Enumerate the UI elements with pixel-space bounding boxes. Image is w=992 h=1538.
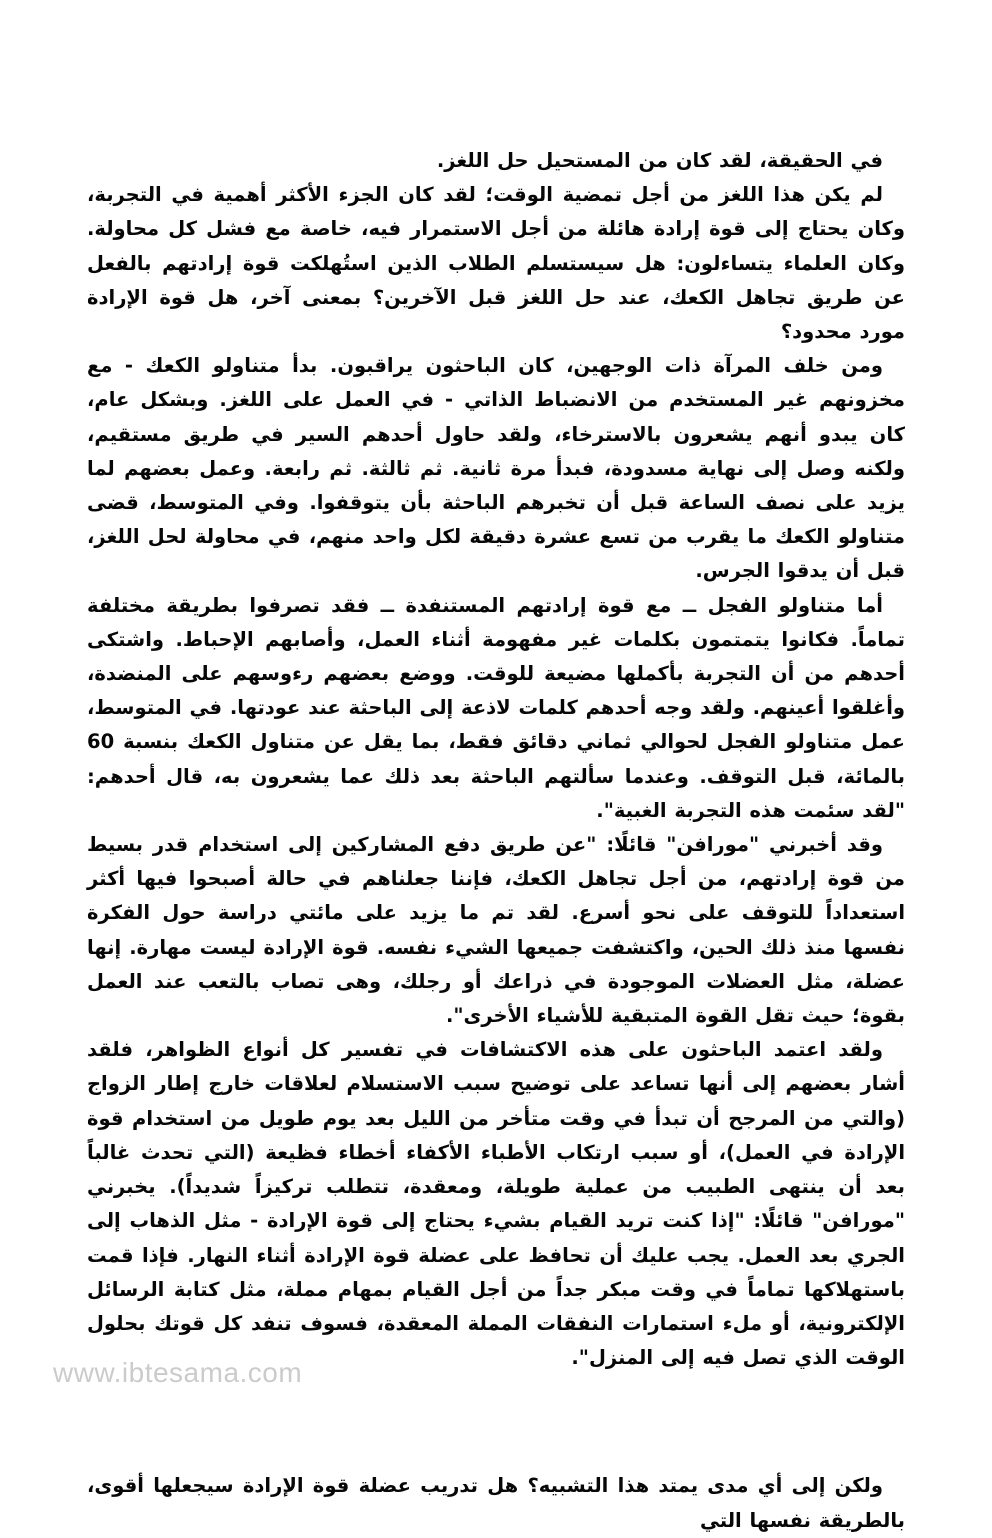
closing-paragraph: ولكن إلى أي مدى يمتد هذا التشبيه؟ هل تدريب عضلة قوة الإرادة سيجعلها أقوى، بالطريقة نفسها التي: [87, 1474, 905, 1532]
body-paragraph: ولقد اعتمد الباحثون على هذه الاكتشافات في تفسير كل أنواع الظواهر، فلقد أشار بعضهم إلى أنها تساعد على توضيح سبب الاستسلام لعلاقات خارج إطار الزواج (والتي من المرجح أن تبدأ في وقت متأخر من الليل بعد يوم طويل من استخدام قوة الإرادة في العمل)، أو سبب ارتكاب الأطباء الأكفاء أخطاء فظيعة (التي تحدث غالباً بعد أن ينتهى الطبيب من عملية طويلة، ومعقدة، تتطلب تركيزاً شديداً). يخبرني "مورافن" قائلًا: "إذا كنت تريد القيام بشيء يحتاج إلى قوة الإرادة - مثل الذهاب إلى الجري بعد العمل. يجب عليك أن تحافظ على عضلة قوة الإرادة أثناء النهار. فإذا قمت باستهلاكها تماماً في وقت مبكر جداً من أجل القيام بمهام مملة، مثل كتابة الرسائل الإلكترونية، أو ملء استمارات النفقات المملة المعقدة، فسوف تنفد كل قوتك بحلول الوقت الذي تصل فيه إلى المنزل".: [87, 1038, 905, 1370]
body-paragraph: ومن خلف المرآة ذات الوجهين، كان الباحثون يراقبون. بدأ متناولو الكعك - مع مخزونهم غير المستخدم من الانضباط الذاتي - في العمل على اللغز. وبشكل عام، كان يبدو أنهم يشعرون بالاسترخاء، ولقد حاول أحدهم السير في طريق مستقيم، ولكنه وصل إلى نهاية مسدودة، فبدأ مرة ثانية. ثم ثالثة. ثم رابعة. وعمل بعضهم لما يزيد على نصف الساعة قبل أن تخبرهم الباحثة بأن يتوقفوا. وفي المتوسط، قضى متناولو الكعك ما يقرب من تسع عشرة دقيقة لكل واحد منهم، في محاولة لحل اللغز، قبل أن يدقوا الجرس.: [87, 354, 905, 583]
watermark-text: www.ibtesama.com: [53, 1357, 303, 1388]
body-paragraph: أما متناولو الفجل ــ مع قوة إرادتهم المستنفدة ــ فقد تصرفوا بطريقة مختلفة تماماً. فكانوا يتمتمون بكلمات غير مفهومة أثناء العمل، وأصابهم الإحباط. واشتكى أحدهم من أن التجربة بأكملها مضيعة للوقت. ووضع بعضهم رءوسهم على المنضدة، وأغلقوا أعينهم. ولقد وجه أحدهم كلمات لاذعة إلى الباحثة عند عودتها. في المتوسط، عمل متناولو الفجل لحوالي ثماني دقائق فقط، بما يقل عن متناول الكعك بنسبة 60 بالمائة، قبل التوقف. وعندما سألتهم الباحثة بعد ذلك عما يشعرون به، قال أحدهم: "لقد سئمت هذه التجربة الغبية".: [87, 593, 905, 822]
body-text: [87, 144, 905, 1538]
body-paragraph: لم يكن هذا اللغز من أجل تمضية الوقت؛ لقد كان الجزء الأكثر أهمية في التجربة، وكان يحتاج إلى قوة إرادة هائلة من أجل الاستمرار فيه، خاصة مع فشل كل محاولة. وكان العلماء يتساءلون: هل سيستسلم الطلاب الذين استُهلكت قوة إرادتهم بالفعل عن طريق تجاهل الكعك، عند حل اللغز قبل الآخرين؟ بمعنى آخر، هل قوة الإرادة مورد محدود؟: [87, 183, 905, 344]
body-paragraph: في الحقيقة، لقد كان من المستحيل حل اللغز.: [436, 149, 883, 172]
body-paragraph: وقد أخبرني "مورافن" قائلًا: "عن طريق دفع المشاركين إلى استخدام قدر بسيط من قوة إرادتهم، من أجل تجاهل الكعك، فإننا جعلناهم في حالة أصبحوا فيها أكثر استعداداً للتوقف على نحو أسرع. لقد تم ما يزيد على مائتي دراسة حول الفكرة نفسها منذ ذلك الحين، واكتشفت جميعها الشيء نفسه. قوة الإرادة ليست مهارة. إنها عضلة، مثل العضلات الموجودة في ذراعك أو رجلك، وهى تصاب بالتعب عند العمل بقوة؛ حيث تقل القوة المتبقية للأشياء الأخرى".: [87, 833, 905, 1028]
